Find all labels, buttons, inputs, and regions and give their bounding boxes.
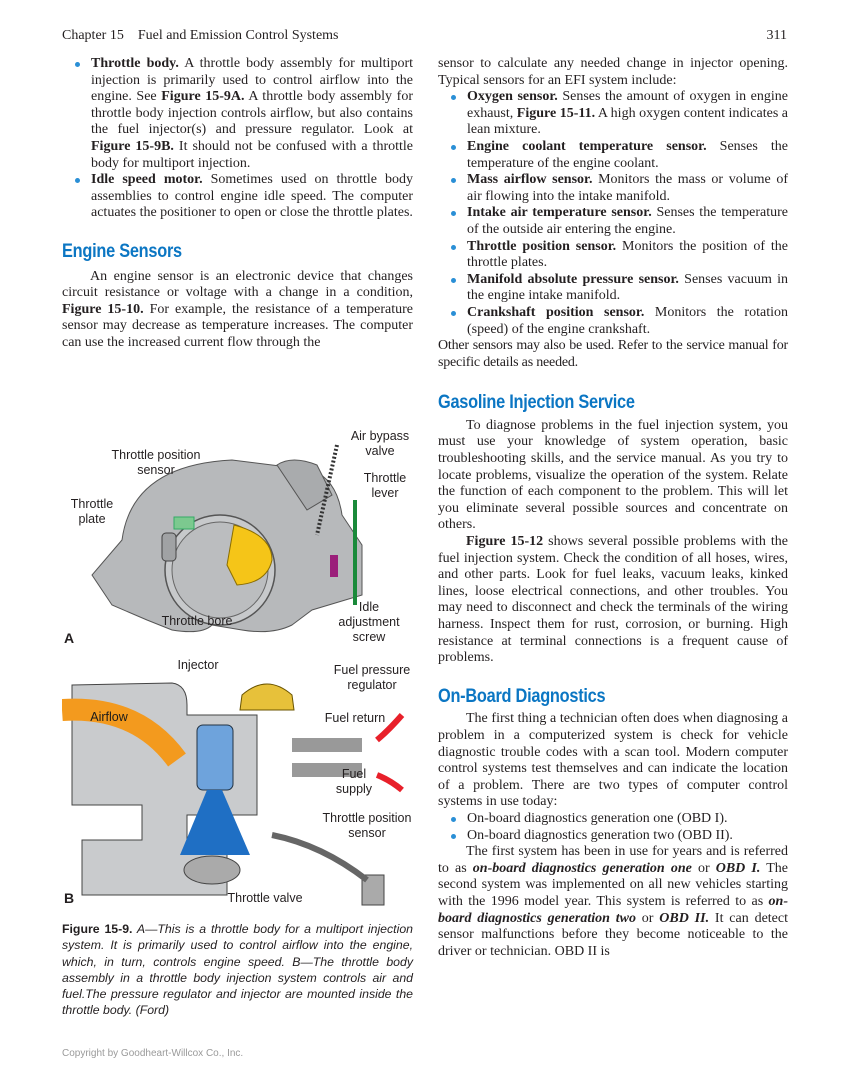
label-injector: Injector [177, 658, 219, 672]
paragraph: The first thing a technician often does when diagnosing a problem in a computerized system is check for vehicle diagnostic trouble codes with a scan tool. Modern computer control systems test themselves and can indicate the location of a problem. There are two types of computer control systems in use today: [438, 711, 788, 810]
list-item: On-board diagnostics generation two (OBD II). [467, 828, 788, 845]
paragraph: The first system has been in use for years and is referred to as on-board diagnostics generation one or OBD I. The second system was implemented on all new vehicles starting with the 1996 model year. This system is referred to as on-board diagnostics generation two or OBD II. It can detect sensor malfunctions before they become noticeable to the driver or technician. OBD II is [438, 844, 788, 959]
label-fuel-supply: Fuel supply [335, 767, 373, 796]
caption-label: Figure 15-9. [62, 922, 133, 936]
list-item: Throttle position sensor. Monitors the position of the throttle plates. [467, 238, 788, 271]
figure-caption: Figure 15-9. A—This is a throttle body for a multiport injection system. It is primarily used to control airflow into the engine, which, in turn, controls engine speed. B—The throttle body assembly in a throttle body injection system controls air and fuel.The pressure regulator and injector are mounted inside the throttle body. (Ford) [62, 922, 413, 1018]
paragraph: To diagnose problems in the fuel injection system, you must use your knowledge of system operation, basic troubleshooting skills, and the service manual. As you try to locate problems, visualize the operation of the system. Relate the function of each component to the problem. This will let you eliminate several possible sources and concentrate on others. [438, 417, 788, 533]
list-item: Intake air temperature sensor. Senses the temperature of the outside air entering the engine. [467, 205, 789, 237]
figure-ref: Figure 15-11. [516, 105, 596, 121]
label-throttle-bore: Throttle bore [161, 614, 233, 628]
paragraph: An engine sensor is an electronic device that changes circuit resistance or voltage with a change in a condition, Figure 15-10. For example, the resistance of a temperature sensor may decrease as temperature increases. The computer can use the increased current flow through the [62, 268, 413, 350]
label-air-bypass-valve: Air bypass valve [350, 429, 410, 458]
label-throttle-position-sensor-b: Throttle position sensor [322, 811, 412, 840]
section-heading-gasoline-injection-service: Gasoline Injection Service [438, 392, 635, 414]
list-item: On-board diagnostics generation one (OBD I). [467, 811, 788, 828]
section-heading-engine-sensors: Engine Sensors [62, 240, 182, 262]
chapter-title: Chapter 15 Fuel and Emission Control Systems [62, 28, 339, 43]
figure-ref: Figure 15-12 [466, 534, 544, 550]
figure-15-9 [62, 425, 414, 915]
label-idle-adjustment-screw: Idle adjustment screw [338, 600, 400, 644]
list-item: Engine coolant temperature sensor. Senses the temperature of the engine coolant. [467, 138, 788, 171]
list-item: Oxygen sensor. Senses the amount of oxygen in engine exhaust, Figure 15-11. A high oxygen content indicates a lean mixture. [467, 89, 789, 138]
figure-ref: Figure 15-9B. [91, 138, 174, 154]
label-throttle-lever: Throttle lever [363, 471, 407, 500]
list-item: Mass airflow sensor. Monitors the mass or volume of air flowing into the intake manifold. [467, 172, 789, 204]
page-number: 311 [766, 28, 787, 43]
list-item: Idle speed motor. Sometimes used on throttle body assemblies to control engine idle speed. The computer actuates the positioner to open or close the throttle plates. [91, 172, 413, 221]
copyright-notice: Copyright by Goodheart-Willcox Co., Inc. [62, 1048, 244, 1059]
paragraph: Other sensors may also be used. Refer to the service manual for specific details as needed. [438, 338, 788, 370]
label-fuel-pressure-regulator: Fuel pressure regulator [333, 663, 411, 692]
right-column [438, 56, 788, 960]
list-item: Throttle body. A throttle body assembly for multiport injection is primarily used to control airflow into the engine. See Figure 15-9A. A throttle body assembly for throttle body injection controls airflow, but also contains the fuel injector(s) and pressure regulator. Look at Figure 15-9B. It should not be confused with a throttle body for multiport injection. [91, 56, 413, 171]
figure-ref: Figure 15-9A. [161, 89, 245, 105]
figure-ref: Figure 15-10. [62, 301, 144, 317]
paragraph: Figure 15-12 shows several possible problems with the fuel injection system. Check the condition of all hoses, wires, and other parts. Look for fuel leaks, vacuum leaks, kinked lines, loose electrical connections, and other troubles. You may need to disconnect and check the terminals of the wiring harness. Inspect them for rust, corrosion, or burning. High resistance at terminal connections is a frequent cause of problems. [438, 534, 788, 666]
component-list [62, 56, 413, 222]
list-item: Crankshaft position sensor. Monitors the rotation (speed) of the engine crankshaft. [467, 304, 788, 337]
left-column [62, 56, 413, 352]
list-item: Manifold absolute pressure sensor. Senses vacuum in the engine intake manifold. [467, 271, 788, 304]
label-throttle-position-sensor-a: Throttle position sensor [111, 448, 201, 477]
sensor-list [438, 89, 788, 338]
section-heading-on-board-diagnostics: On-Board Diagnostics [438, 685, 606, 707]
label-throttle-valve: Throttle valve [227, 891, 303, 905]
paragraph: sensor to calculate any needed change in injector opening. Typical sensors for an EFI system include: [438, 56, 788, 88]
panel-letter-a: A [64, 630, 75, 646]
obd-list [438, 811, 788, 844]
panel-letter-b: B [64, 890, 75, 906]
label-fuel-return: Fuel return [324, 711, 386, 725]
label-throttle-plate: Throttle plate [70, 497, 114, 526]
label-airflow: Airflow [90, 710, 128, 724]
